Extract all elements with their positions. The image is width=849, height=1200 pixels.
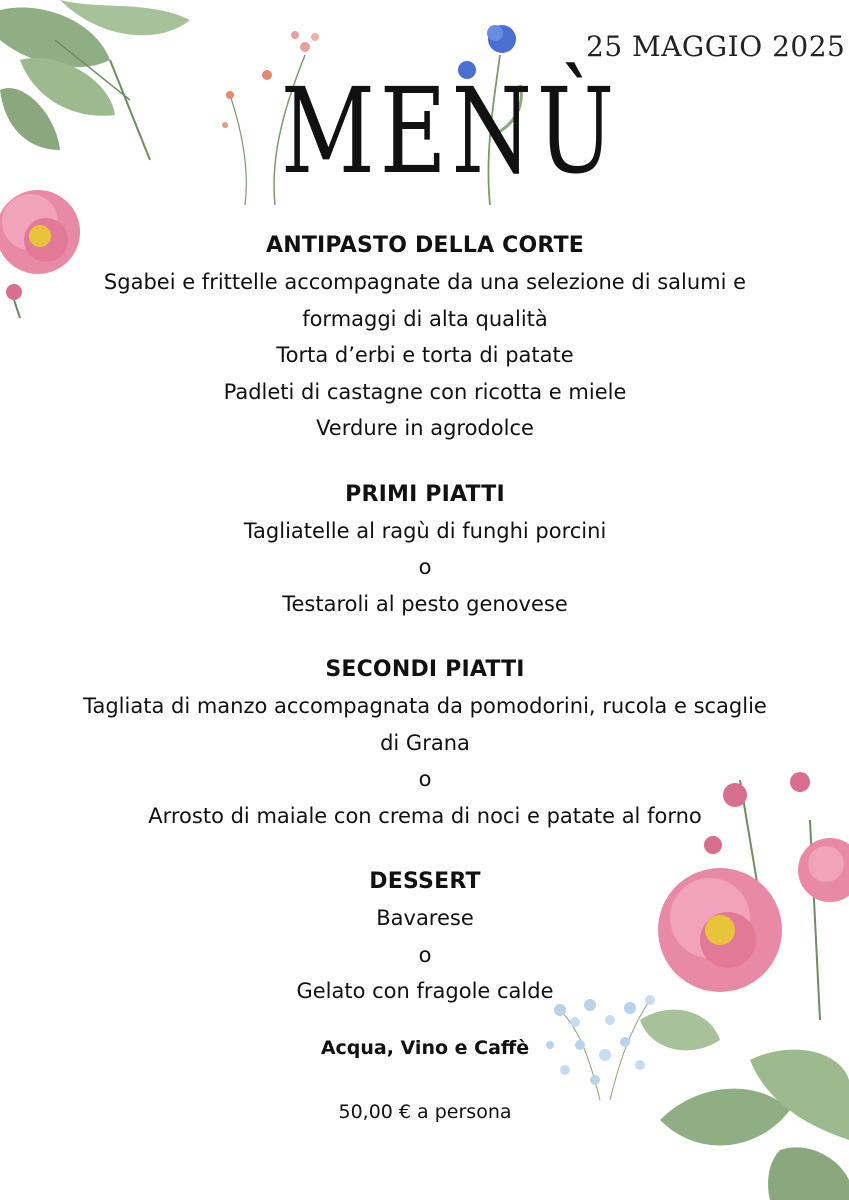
event-date: 25 MAGGIO 2025: [586, 30, 846, 63]
menu-section-primi: [40, 477, 810, 623]
menu-content: [40, 228, 810, 1130]
menu-section-secondi: [40, 652, 810, 834]
section-title: DESSERT: [369, 869, 481, 894]
menu-item: Tagliata di manzo accompagnata da pomodorini, rucola e scaglie: [83, 694, 767, 718]
menu-item: Torta d’erbi e torta di patate: [276, 343, 574, 367]
menu-item: Testaroli al pesto genovese: [282, 591, 568, 616]
price-per-person: 50,00 € a persona: [338, 1100, 512, 1123]
choice-separator: o: [418, 767, 432, 791]
menu-section-antipasto: [40, 228, 810, 447]
section-title: SECONDI PIATTI: [325, 657, 525, 682]
choice-separator: o: [418, 942, 432, 967]
menu-item: di Grana: [380, 730, 470, 755]
leaf-icon: [0, 0, 190, 160]
menu-item: Padleti di castagne con ricotta e miele: [223, 379, 627, 404]
drinks-included: Acqua, Vino e Caffè: [320, 1036, 530, 1059]
menu-title: MENÙ: [280, 62, 619, 200]
section-title: ANTIPASTO DELLA CORTE: [265, 233, 585, 258]
menu-item: Arrosto di maiale con crema di noci e patate al forno: [148, 803, 702, 828]
menu-item: Bavarese: [376, 906, 474, 930]
section-title: PRIMI PIATTI: [345, 481, 505, 507]
choice-separator: o: [418, 555, 432, 579]
menu-item: formaggi di alta qualità: [302, 306, 548, 331]
menu-item: Verdure in agrodolce: [316, 416, 534, 440]
menu-item: Tagliatelle al ragù di funghi porcini: [243, 518, 607, 543]
menu-item: Gelato con fragole calde: [296, 979, 554, 1003]
menu-item: Sgabei e frittelle accompagnate da una selezione di salumi e: [103, 270, 747, 294]
menu-section-dessert: [40, 864, 810, 1010]
